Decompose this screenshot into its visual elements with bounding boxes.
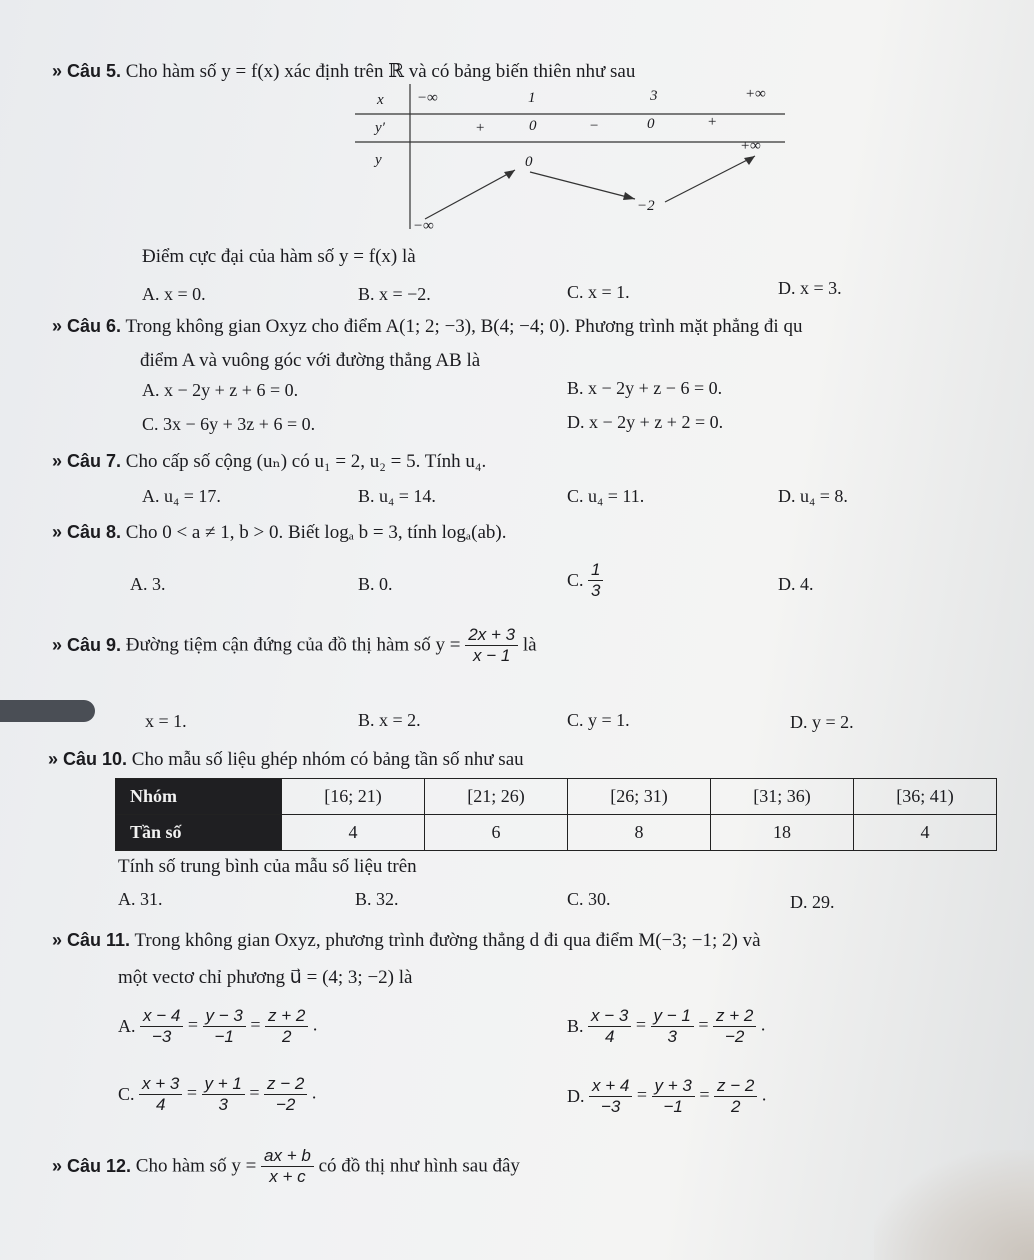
question-text: Trong không gian Oxyz, phương trình đường thẳng d đi qua điểm M(−3; −1; 2) và — [134, 930, 761, 951]
question-10 — [48, 749, 524, 771]
x-neg-inf: −∞ — [417, 90, 438, 106]
question-6-line2: điểm A và vuông góc với đường thẳng AB là — [140, 350, 481, 371]
question-5 — [52, 60, 635, 83]
question-label: » Câu 7. — [52, 451, 122, 471]
question-6 — [52, 316, 802, 338]
yprime-zero: 0 — [647, 116, 655, 132]
numerator: ax + b — [261, 1146, 314, 1167]
option-d[interactable]: D. y = 2. — [790, 712, 854, 732]
table-cell: [16; 21) — [282, 779, 425, 815]
fraction — [652, 1076, 695, 1117]
option-b[interactable]: B. x = 2. — [358, 710, 421, 730]
table-cell: 4 — [854, 815, 997, 851]
option-a[interactable]: A. $\frac{x - 4}{-3}$ = $\frac{y - 3}{-1}$ = $\frac{z + 2}{2}$ . — [118, 1006, 318, 1046]
denominator: 3 — [218, 1095, 228, 1114]
y-label: y — [375, 152, 382, 168]
question-5-prompt: Điểm cực đại của hàm số y = f(x) là — [142, 246, 416, 267]
denominator: −3 — [600, 1097, 621, 1116]
yprime-sign: + — [475, 120, 486, 136]
fraction — [588, 560, 603, 601]
numerator: x + 4 — [589, 1076, 632, 1097]
option-a[interactable]: x = 1. — [145, 711, 187, 731]
option-letter: C. — [118, 1084, 135, 1104]
option-c[interactable]: C. x = 1. — [567, 282, 630, 302]
option-letter: D. — [567, 1086, 585, 1106]
finger-shadow — [0, 700, 95, 722]
numerator: x − 4 — [140, 1006, 183, 1027]
question-text: Cho hàm số y = f(x) xác định trên ℝ và có bảng biến thiên như sau — [125, 61, 636, 82]
yprime-zero: 0 — [529, 118, 537, 134]
y-min-value: −2 — [637, 198, 655, 214]
option-a[interactable]: A. x − 2y + z + 6 = 0. — [142, 380, 299, 400]
question-10-prompt: Tính số trung bình của mẫu số liệu trên — [118, 856, 417, 877]
question-label: » Câu 11. — [52, 930, 131, 950]
y-max-value: 0 — [525, 154, 533, 170]
question-label: » Câu 10. — [48, 749, 128, 769]
option-d[interactable]: D. x − 2y + z + 2 = 0. — [567, 412, 724, 432]
frequency-table — [115, 778, 997, 851]
numerator: z − 2 — [714, 1076, 757, 1097]
option-c[interactable]: C. 30. — [567, 889, 611, 909]
option-a[interactable]: A. 3. — [130, 574, 166, 594]
option-c[interactable]: C. 3x − 6y + 3z + 6 = 0. — [142, 414, 316, 434]
question-11-line2: một vectơ chỉ phương u⃗ = (4; 3; −2) là — [118, 967, 413, 988]
yprime-sign: + — [707, 114, 718, 130]
numerator: y + 1 — [202, 1074, 245, 1095]
fraction — [264, 1074, 307, 1115]
option-c[interactable]: C. y = 1. — [567, 710, 630, 730]
denominator: x + c — [269, 1167, 306, 1186]
denominator: −1 — [663, 1097, 683, 1116]
question-text: Cho 0 < a ≠ 1, b > 0. Biết logₐ b = 3, tính logₐ(ab). — [125, 522, 507, 543]
yprime-label: y′ — [375, 120, 385, 136]
table-cell: 6 — [425, 815, 568, 851]
option-b[interactable]: B. x − 2y + z − 6 = 0. — [567, 378, 723, 398]
table-cell: [26; 31) — [568, 779, 711, 815]
hand-shadow — [874, 1150, 1034, 1260]
question-label: » Câu 5. — [52, 61, 122, 81]
question-12 — [52, 1146, 520, 1187]
x-val-1: 1 — [528, 90, 536, 106]
x-val-3: 3 — [650, 88, 658, 104]
option-d[interactable]: D. x = 3. — [778, 278, 842, 298]
numerator: x − 3 — [588, 1006, 631, 1027]
denominator: 4 — [155, 1095, 166, 1114]
question-text: Cho mẫu số liệu ghép nhóm có bảng tần số như sau — [131, 749, 524, 770]
option-letter: B. — [567, 1016, 584, 1036]
numerator: z + 2 — [265, 1006, 308, 1027]
option-a[interactable]: A. 31. — [118, 889, 163, 909]
option-a[interactable]: A. u₄ = 17. — [142, 486, 221, 506]
fraction — [713, 1006, 756, 1047]
option-b[interactable]: B. x = −2. — [358, 284, 431, 304]
question-9 — [52, 625, 537, 666]
option-d[interactable]: D. 29. — [790, 892, 835, 912]
denominator: −2 — [724, 1027, 745, 1046]
option-c[interactable]: C. u₄ = 11. — [567, 486, 645, 506]
fraction — [651, 1006, 694, 1047]
table-cell: 4 — [282, 815, 425, 851]
numerator: y − 3 — [203, 1006, 246, 1027]
option-letter: A. — [118, 1016, 136, 1036]
question-label: » Câu 8. — [52, 522, 122, 542]
question-text: Cho hàm số y = — [135, 1155, 257, 1177]
question-tail: là — [522, 634, 537, 656]
y-pos-inf: +∞ — [740, 138, 761, 154]
question-text: Cho cấp số cộng (uₙ) có u₁ = 2, u₂ = 5. Tính u₄. — [125, 451, 487, 472]
table-cell: [21; 26) — [425, 779, 568, 815]
fraction — [714, 1076, 757, 1117]
fraction — [589, 1076, 632, 1117]
option-b[interactable]: B. 0. — [358, 574, 393, 594]
fraction — [140, 1006, 183, 1047]
table-cell: 8 — [568, 815, 711, 851]
table-row — [116, 815, 997, 851]
option-d[interactable]: D. $\frac{x + 4}{-3}$ = $\frac{y + 3}{-1}$ = $\frac{z - 2}{2}$ . — [567, 1076, 767, 1116]
row-header-group: Nhóm — [116, 779, 282, 815]
numerator: z + 2 — [713, 1006, 756, 1027]
question-11 — [52, 930, 761, 952]
numerator: 2x + 3 — [465, 625, 518, 646]
x-label: x — [377, 92, 384, 108]
table-cell: 18 — [711, 815, 854, 851]
question-text: Đường tiệm cận đứng của đồ thị hàm số y = — [125, 634, 461, 656]
table-cell: [31; 36) — [711, 779, 854, 815]
numerator: y − 1 — [651, 1006, 694, 1027]
numerator: y + 3 — [652, 1076, 695, 1097]
question-text: Trong không gian Oxyz cho điểm A(1; 2; −3), B(4; −4; 0). Phương trình mặt phẳng đi qu — [125, 316, 803, 337]
fraction — [465, 625, 518, 666]
option-b[interactable]: B. 32. — [355, 889, 399, 909]
denominator: 2 — [281, 1027, 292, 1046]
fraction — [261, 1146, 314, 1187]
numerator: x + 3 — [139, 1074, 182, 1095]
denominator: −3 — [151, 1027, 172, 1046]
row-header-frequency: Tần số — [116, 815, 282, 851]
denominator: 2 — [730, 1097, 741, 1116]
table-row — [116, 779, 997, 815]
variation-table — [355, 84, 785, 236]
fraction — [588, 1006, 631, 1047]
fraction — [203, 1006, 246, 1047]
question-7 — [52, 450, 486, 473]
option-d[interactable]: D. 4. — [778, 574, 814, 594]
option-c[interactable] — [567, 560, 603, 601]
option-letter: C. — [567, 570, 584, 590]
fraction — [265, 1006, 308, 1047]
table-cell: [36; 41) — [854, 779, 997, 815]
yprime-sign: − — [589, 118, 600, 134]
question-label: » Câu 9. — [52, 635, 122, 655]
denominator: 3 — [667, 1027, 677, 1046]
question-label: » Câu 6. — [52, 316, 122, 336]
fraction — [202, 1074, 245, 1115]
numerator: z − 2 — [264, 1074, 307, 1095]
y-neg-inf: −∞ — [413, 218, 434, 234]
denominator: x − 1 — [473, 646, 511, 665]
denominator: 4 — [604, 1027, 615, 1046]
question-tail: có đồ thị như hình sau đây — [318, 1155, 520, 1177]
option-b[interactable]: B. $\frac{x - 3}{4}$ = $\frac{y - 1}{3}$ = $\frac{z + 2}{-2}$ . — [567, 1006, 766, 1046]
question-label: » Câu 12. — [52, 1156, 132, 1176]
option-d[interactable]: D. u₄ = 8. — [778, 486, 848, 506]
fraction — [139, 1074, 182, 1115]
numerator: 1 — [588, 560, 603, 581]
x-pos-inf: +∞ — [745, 86, 766, 102]
denominator: −1 — [214, 1027, 234, 1046]
question-8 — [52, 522, 506, 544]
denominator: −2 — [275, 1095, 296, 1114]
option-c[interactable]: C. $\frac{x + 3}{4}$ = $\frac{y + 1}{3}$ = $\frac{z - 2}{-2}$ . — [118, 1074, 317, 1114]
option-a[interactable]: A. x = 0. — [142, 284, 206, 304]
denominator: 3 — [591, 581, 601, 600]
option-b[interactable]: B. u₄ = 14. — [358, 486, 436, 506]
